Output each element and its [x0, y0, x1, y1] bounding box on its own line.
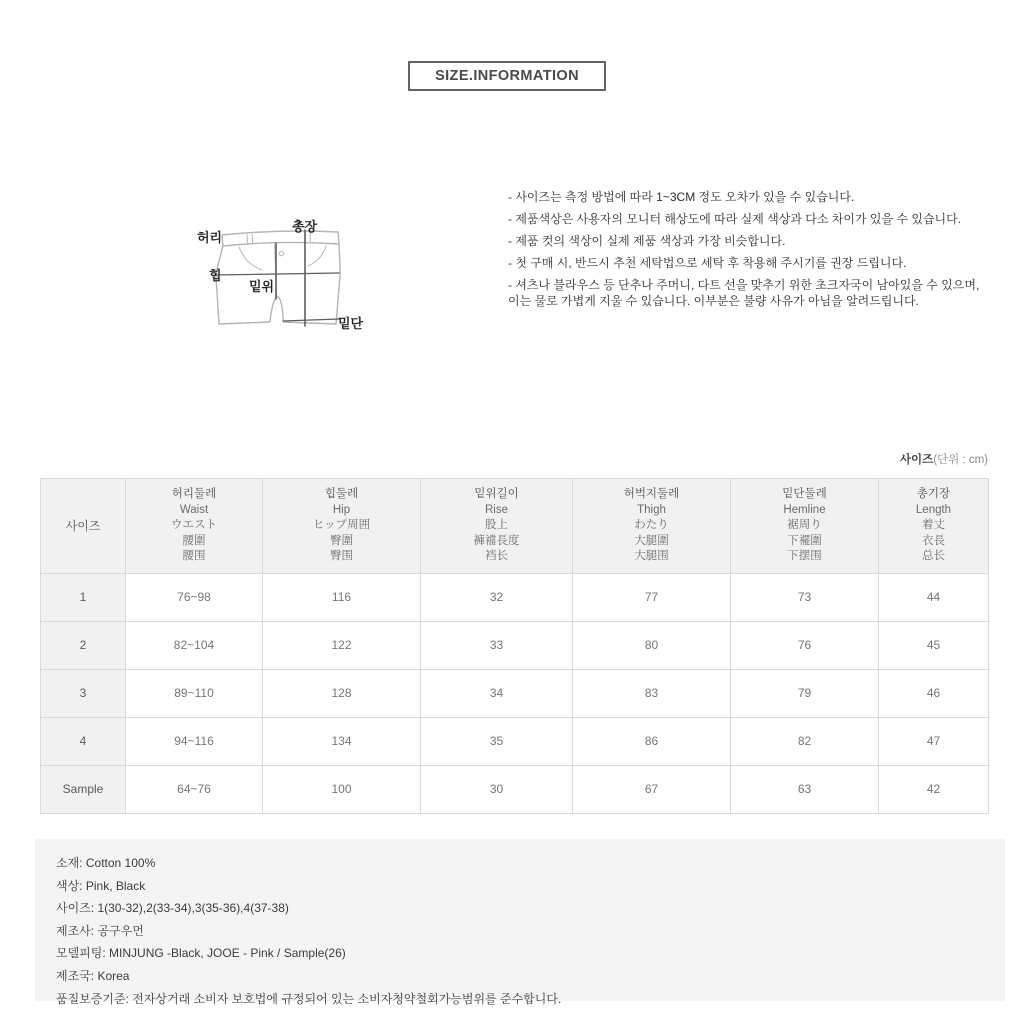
- size-note: - 제품색상은 사용자의 모니터 해상도에 따라 실제 색상과 다소 차이가 있을 수 있습니다.: [508, 212, 962, 226]
- col-header-hemline-line: 밑단둘레: [782, 488, 827, 500]
- col-header-thigh-line: Thigh: [637, 503, 666, 516]
- measurement-cell-hip: 134: [263, 717, 421, 765]
- measurement-cell-waist: 76~98: [126, 573, 263, 621]
- size-table-row: [41, 621, 989, 669]
- measurement-cell-rise: 30: [421, 765, 573, 813]
- measurement-cell-hip: 100: [263, 765, 421, 813]
- col-header-hip-line: 臀围: [330, 550, 353, 562]
- col-header-waist-line: 腰围: [182, 550, 206, 562]
- col-header-hemline: [731, 479, 879, 574]
- col-header-waist-line: Waist: [179, 503, 209, 516]
- measurement-cell-length: 46: [879, 669, 989, 717]
- col-header-thigh-line: 大腿圍: [634, 534, 669, 547]
- col-header-rise-line: 밑위길이: [474, 488, 519, 500]
- col-header-length-line: 衣長: [922, 534, 945, 547]
- page-title: SIZE.INFORMATION: [435, 68, 579, 84]
- row-size-label: Sample: [41, 765, 126, 813]
- col-header-length-line: Length: [915, 503, 952, 516]
- size-table-row: [41, 765, 989, 813]
- size-unit-label-rest: (단위 : cm): [933, 454, 988, 466]
- size-table-row: [41, 717, 989, 765]
- col-header-waist-line: 腰圍: [182, 534, 206, 547]
- col-header-length-line: 着丈: [922, 519, 945, 531]
- col-header-length: [879, 479, 989, 574]
- measurement-cell-thigh: 86: [573, 717, 731, 765]
- col-header-rise-line: Rise: [484, 503, 508, 516]
- product-info-box: [35, 839, 1005, 1006]
- col-header-rise-line: 褲襠長度: [473, 534, 520, 547]
- measurement-cell-hemline: 79: [731, 669, 879, 717]
- size-note: - 제품 컷의 색상이 실제 제품 색상과 가장 비슷합니다.: [508, 234, 786, 248]
- measurement-cell-hip: 116: [263, 573, 421, 621]
- measurement-cell-rise: 34: [421, 669, 573, 717]
- diagram-label-rise: 밑위: [249, 279, 275, 294]
- measurement-cell-waist: 94~116: [126, 717, 263, 765]
- measurement-cell-thigh: 83: [573, 669, 731, 717]
- col-header-hip-line: 힙둘레: [324, 488, 359, 500]
- col-header-hip-line: ヒップ周囲: [312, 519, 371, 531]
- measurement-cell-hip: 128: [263, 669, 421, 717]
- col-header-hip-line: 臀圍: [330, 534, 353, 547]
- size-table-container: [40, 478, 989, 814]
- measurement-cell-thigh: 77: [573, 573, 731, 621]
- product-info-line: 제조사: 공구우먼: [56, 923, 144, 938]
- size-table-row: [41, 573, 989, 621]
- measurement-cell-waist: 64~76: [126, 765, 263, 813]
- product-info-line: 색상: Pink, Black: [56, 878, 146, 893]
- col-header-thigh-line: 大腿围: [634, 550, 669, 562]
- col-header-hemline-line: 裾周り: [787, 519, 822, 531]
- col-header-hemline-line: 下襬圍: [787, 534, 822, 547]
- size-note: - 셔츠나 블라우스 등 단추나 주머니, 다트 선을 맞추기 위한 초크자국이 남아있을 수 있으며, 이는 물로 가볍게 지울 수 있습니다. 이부분은 불량 사유가 아님을 알려드립니다.: [508, 278, 980, 308]
- size-unit-label-bold: 사이즈: [899, 454, 934, 466]
- measurement-cell-rise: 33: [421, 621, 573, 669]
- col-header-length-line: 总长: [922, 550, 945, 562]
- measurement-cell-hemline: 63: [731, 765, 879, 813]
- measurement-cell-thigh: 67: [573, 765, 731, 813]
- measurement-cell-hip: 122: [263, 621, 421, 669]
- col-header-size: 사이즈: [41, 479, 126, 574]
- diagram-label-hem: 밑단: [338, 316, 364, 331]
- row-size-label: 4: [41, 717, 126, 765]
- size-information-title: [408, 61, 606, 91]
- size-note: - 첫 구매 시, 반드시 추천 세탁법으로 세탁 후 착용해 주시기를 권장 드립니다.: [508, 256, 907, 270]
- col-header-thigh-line: 허벅지둘레: [623, 488, 680, 500]
- measurement-cell-thigh: 80: [573, 621, 731, 669]
- col-header-waist-line: ウエスト: [171, 519, 217, 531]
- size-table: [40, 478, 989, 814]
- measurement-cell-waist: 89~110: [126, 669, 263, 717]
- size-table-row: [41, 669, 989, 717]
- size-notes: [508, 190, 990, 316]
- size-unit-label: [40, 451, 988, 467]
- col-header-rise-line: 股上: [485, 519, 508, 531]
- product-info-line: 모델피팅: MINJUNG -Black, JOOE - Pink / Sample(26): [56, 946, 346, 961]
- product-info-line: 소재: Cotton 100%: [56, 856, 156, 870]
- product-info-line: 품질보증기준: 전자상거래 소비자 보호법에 규정되어 있는 소비자청약철회가능범위를 준수합니다.: [56, 991, 562, 1006]
- row-size-label: 1: [41, 573, 126, 621]
- measurement-cell-rise: 35: [421, 717, 573, 765]
- measurement-cell-length: 44: [879, 573, 989, 621]
- measurement-cell-waist: 82~104: [126, 621, 263, 669]
- row-size-label: 3: [41, 669, 126, 717]
- measurement-cell-length: 47: [879, 717, 989, 765]
- col-header-rise: [421, 479, 573, 574]
- diagram-label-total-length: 총장: [292, 219, 318, 234]
- col-header-waist-line: 허리둘레: [171, 488, 217, 500]
- size-note: - 사이즈는 측정 방법에 따라 1~3CM 정도 오차가 있을 수 있습니다.: [508, 190, 855, 204]
- col-header-thigh-line: わたり: [634, 519, 669, 531]
- col-header-thigh: [573, 479, 731, 574]
- col-header-hemline-line: 下摆围: [787, 550, 822, 562]
- col-header-waist: [126, 479, 263, 574]
- col-header-hemline-line: Hemline: [783, 503, 826, 516]
- col-header-rise-line: 裆长: [485, 550, 508, 562]
- measurement-cell-hemline: 73: [731, 573, 879, 621]
- measurement-cell-rise: 32: [421, 573, 573, 621]
- col-header-hip: [263, 479, 421, 574]
- diagram-label-waist: 허리: [197, 230, 223, 245]
- product-info-line: 제조국: Korea: [56, 968, 130, 983]
- diagram-label-hip: 힙: [209, 268, 222, 283]
- col-header-hip-line: Hip: [332, 503, 351, 516]
- col-header-length-line: 총기장: [916, 488, 951, 500]
- row-size-label: 2: [41, 621, 126, 669]
- measurement-cell-hemline: 76: [731, 621, 879, 669]
- measurement-cell-length: 45: [879, 621, 989, 669]
- measurement-cell-length: 42: [879, 765, 989, 813]
- measurement-cell-hemline: 82: [731, 717, 879, 765]
- size-table-header-row: [41, 479, 989, 574]
- product-info-line: 사이즈: 1(30-32),2(33-34),3(35-36),4(37-38): [56, 901, 289, 916]
